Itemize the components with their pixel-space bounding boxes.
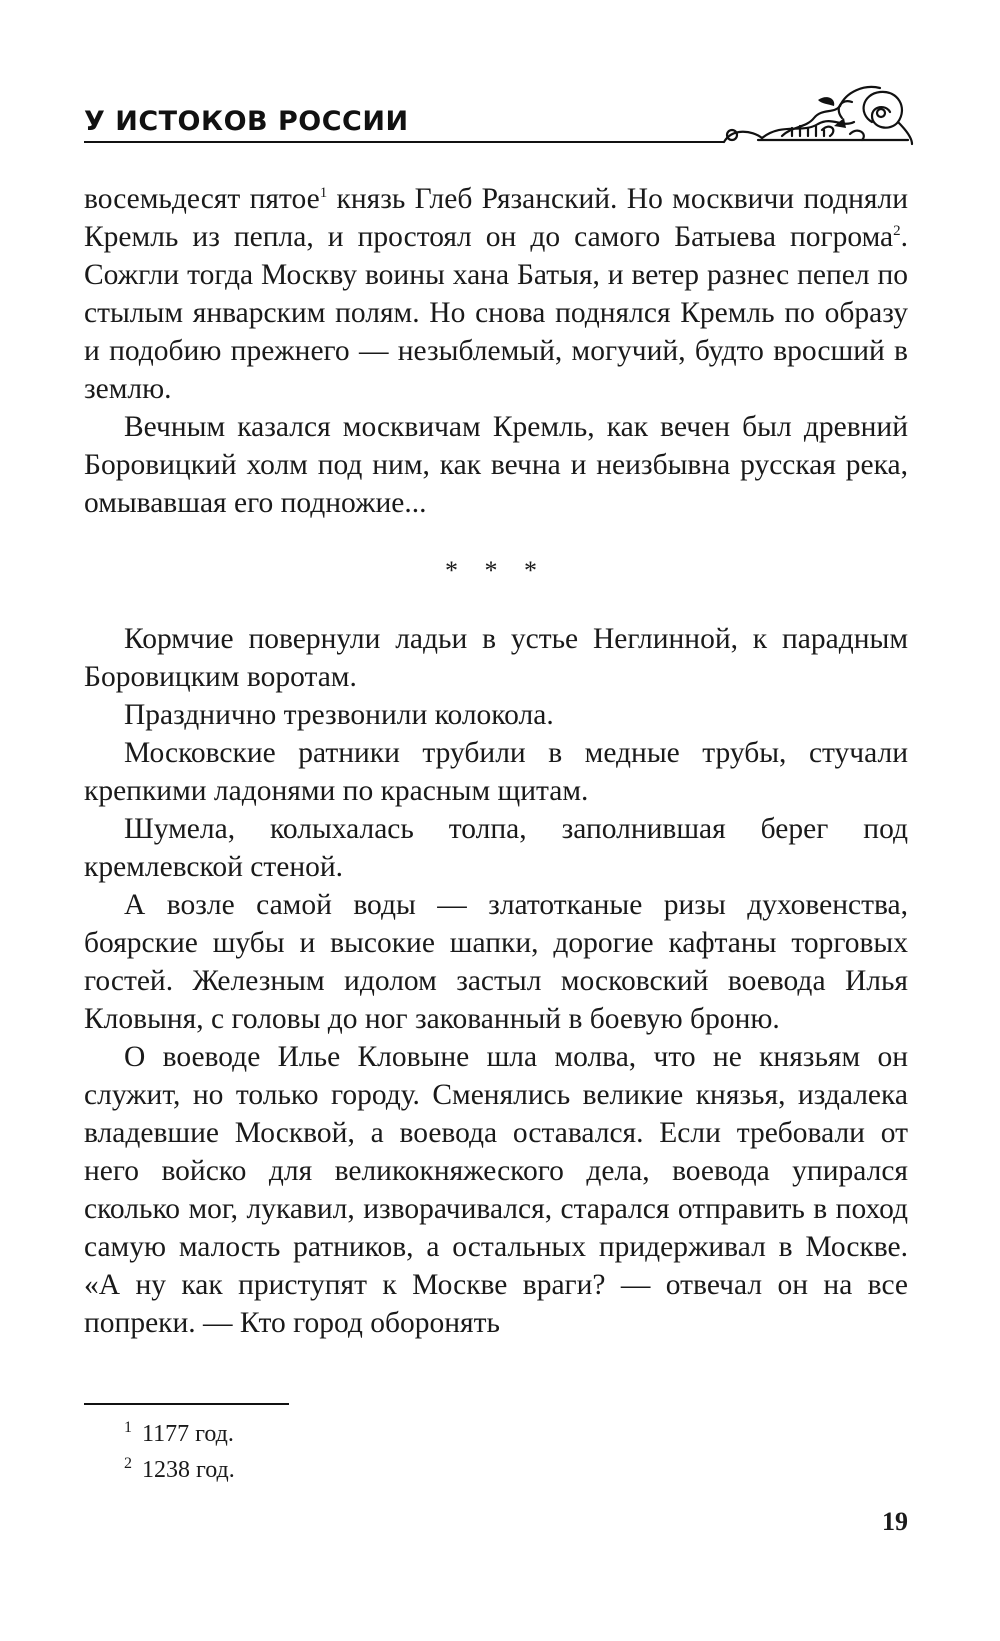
paragraph: Празднично трезвонили колокола. xyxy=(124,699,554,731)
footnote-ref-1: 1 xyxy=(319,185,328,202)
paragraph: Вечным казался москвичам Кремль, как вечен был древний Боровицкий холм под ним, как вечна и неизбывна русская река, омывавшая его подножие... xyxy=(84,411,908,519)
footnotes xyxy=(124,1416,235,1488)
footnote-ref-2: 2 xyxy=(893,223,901,240)
footnote xyxy=(124,1452,235,1488)
decorative-scroll-ornament-icon xyxy=(722,78,914,148)
paragraph: Кормчие повернули ладьи в устье Неглинной, к парадным Боровицким воротам. xyxy=(84,623,908,693)
running-title: У ИСТОКОВ РОССИИ xyxy=(84,106,409,137)
footnote-number: 2 xyxy=(124,1455,132,1472)
paragraph: Шумела, колыхалась толпа, заполнившая берег под кремлевской стеной. xyxy=(84,813,908,883)
footnote-text: 1177 год. xyxy=(142,1421,234,1447)
running-header xyxy=(84,78,914,148)
paragraph: А возле самой воды — златотканые ризы духовенства, боярские шубы и высокие шапки, дорогие кафтаны торговых гостей. Железным идолом застыл московский воевода Илья Кловыня, с головы до ног закованный в боевую броню. xyxy=(84,889,908,1035)
footnote xyxy=(124,1416,235,1452)
header-rule xyxy=(84,141,724,143)
paragraph: Московские ратники трубили в медные трубы, стучали крепкими ладонями по красным щитам. xyxy=(84,737,908,807)
body-text xyxy=(84,180,908,1342)
paragraph-continued xyxy=(84,180,908,408)
footnote-number: 1 xyxy=(124,1419,132,1436)
footnote-rule xyxy=(84,1403,289,1405)
p1-text-after-notes: . Сожгли тогда Москву воины хана Батыя, и ветер разнес пепел по стылым январским полям. Но снова поднялся Кремль по образу и подобию прежнего — незыблемый, могучий, будто вросший в землю. xyxy=(84,221,908,405)
p1-text-between-notes: князь Глеб Рязанский. Но москвичи подняли Кремль из пепла, и простоял он до самого Батыева погрома xyxy=(84,183,908,253)
section-separator: * * * xyxy=(445,556,547,585)
page-number: 19 xyxy=(882,1507,908,1536)
p1-text-before-note: восемьдесят пятое xyxy=(84,183,320,215)
footnote-text: 1238 год. xyxy=(142,1457,235,1483)
paragraph: О воеводе Илье Кловыне шла молва, что не князьям он служит, но только городу. Сменялись великие князья, издалека владевшие Москвой, а воевода оставался. Если требовали от него войско для великокняжеского дела, воевода упирался сколько мог, лукавил, изворачивался, старался отправить в поход самую малость ратников, а остальных придерживал в Москве. «А ну как приступят к Москве враги? — отвечал он на все попреки. — Кто город оборонять xyxy=(84,1041,908,1339)
